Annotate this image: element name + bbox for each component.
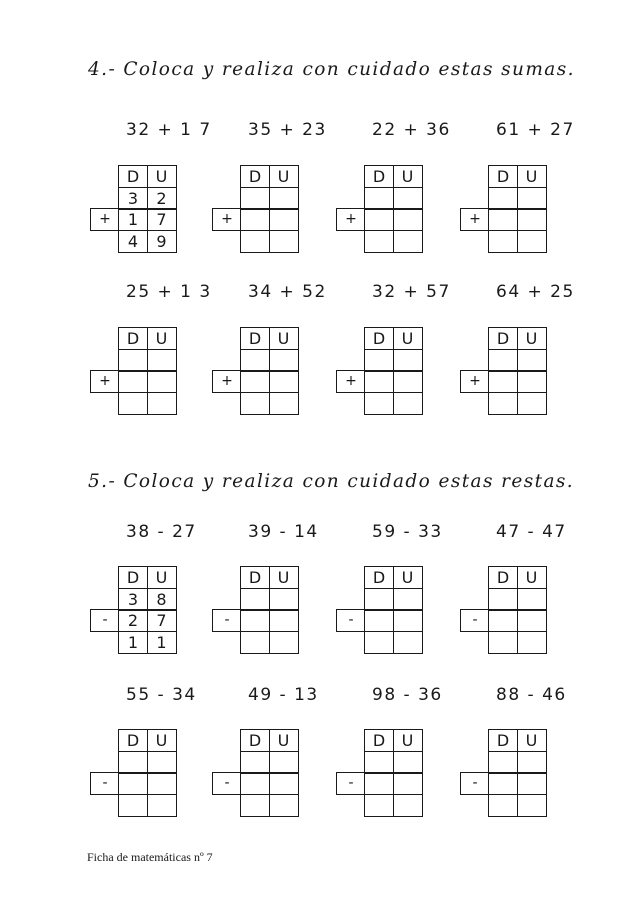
digit-cell-bottom-tens[interactable] bbox=[240, 609, 270, 632]
digit-cell-bottom-tens[interactable] bbox=[488, 609, 518, 632]
digit-cell-top-units[interactable] bbox=[393, 588, 423, 611]
digit-cell-top-tens[interactable]: 3 bbox=[118, 588, 148, 611]
header-u: U bbox=[269, 327, 299, 350]
header-u: U bbox=[517, 566, 547, 589]
digit-cell-bottom-tens[interactable] bbox=[118, 370, 148, 393]
digit-cell-result-units[interactable] bbox=[517, 631, 547, 654]
digit-cell-result-units[interactable] bbox=[393, 794, 423, 817]
digit-cell-top-tens[interactable] bbox=[240, 187, 270, 210]
footer-text: Ficha de matemáticas nº 7 bbox=[87, 850, 213, 864]
digit-cell-bottom-tens[interactable] bbox=[364, 208, 394, 231]
header-u: U bbox=[517, 729, 547, 752]
digit-cell-bottom-units[interactable] bbox=[269, 370, 299, 393]
header-u: U bbox=[393, 566, 423, 589]
digit-cell-result-tens[interactable] bbox=[364, 794, 394, 817]
operator-sign: + bbox=[460, 208, 490, 231]
header-d: D bbox=[240, 729, 270, 752]
exercise-expression: 47 - 47 bbox=[496, 522, 567, 542]
header-d: D bbox=[364, 327, 394, 350]
digit-cell-bottom-tens[interactable]: 1 bbox=[118, 208, 148, 231]
operator-sign: + bbox=[90, 208, 120, 231]
exercise-expression: 61 + 27 bbox=[496, 120, 575, 140]
digit-cell-top-units[interactable] bbox=[269, 349, 299, 372]
digit-cell-bottom-tens[interactable] bbox=[364, 772, 394, 795]
operator-sign: + bbox=[212, 208, 242, 231]
exercise-expression: 35 + 23 bbox=[248, 120, 327, 140]
digit-cell-bottom-units[interactable] bbox=[517, 609, 547, 632]
header-d: D bbox=[118, 729, 148, 752]
digit-cell-top-tens[interactable] bbox=[364, 187, 394, 210]
header-u: U bbox=[147, 729, 177, 752]
digit-cell-top-units[interactable] bbox=[147, 751, 177, 774]
header-d: D bbox=[118, 165, 148, 188]
exercise-expression: 64 + 25 bbox=[496, 282, 575, 302]
digit-cell-bottom-units[interactable]: 7 bbox=[147, 609, 177, 632]
operator-sign: + bbox=[460, 370, 490, 393]
header-u: U bbox=[393, 165, 423, 188]
operator-sign: + bbox=[212, 370, 242, 393]
digit-cell-bottom-tens[interactable] bbox=[488, 208, 518, 231]
header-d: D bbox=[364, 165, 394, 188]
digit-cell-result-tens[interactable]: 4 bbox=[118, 230, 148, 253]
digit-cell-top-tens[interactable] bbox=[488, 187, 518, 210]
exercise-expression: 49 - 13 bbox=[248, 685, 319, 705]
digit-cell-result-tens[interactable] bbox=[118, 392, 148, 415]
operator-sign: + bbox=[90, 370, 120, 393]
digit-cell-bottom-tens[interactable] bbox=[364, 609, 394, 632]
digit-cell-bottom-tens[interactable]: 2 bbox=[118, 609, 148, 632]
digit-cell-top-units[interactable] bbox=[269, 588, 299, 611]
digit-cell-result-tens[interactable] bbox=[240, 392, 270, 415]
digit-cell-result-tens[interactable] bbox=[364, 230, 394, 253]
header-d: D bbox=[240, 566, 270, 589]
digit-cell-top-units[interactable] bbox=[517, 751, 547, 774]
header-d: D bbox=[118, 327, 148, 350]
digit-cell-result-tens[interactable] bbox=[240, 794, 270, 817]
header-d: D bbox=[118, 566, 148, 589]
digit-cell-top-units[interactable] bbox=[517, 187, 547, 210]
digit-cell-top-units[interactable] bbox=[269, 751, 299, 774]
operator-sign: - bbox=[212, 772, 242, 795]
operator-sign: - bbox=[336, 609, 366, 632]
digit-cell-top-tens[interactable] bbox=[118, 751, 148, 774]
exercise-expression: 88 - 46 bbox=[496, 685, 567, 705]
digit-cell-result-tens[interactable] bbox=[488, 230, 518, 253]
digit-cell-top-tens[interactable] bbox=[488, 751, 518, 774]
digit-cell-top-units[interactable]: 2 bbox=[147, 187, 177, 210]
exercise-expression: 22 + 36 bbox=[372, 120, 451, 140]
digit-cell-bottom-units[interactable] bbox=[269, 208, 299, 231]
digit-cell-bottom-tens[interactable] bbox=[488, 370, 518, 393]
digit-cell-result-units[interactable] bbox=[147, 794, 177, 817]
exercise-expression: 59 - 33 bbox=[372, 522, 443, 542]
header-d: D bbox=[240, 165, 270, 188]
digit-cell-result-units[interactable] bbox=[393, 230, 423, 253]
digit-cell-result-units[interactable]: 9 bbox=[147, 230, 177, 253]
digit-cell-result-tens[interactable] bbox=[488, 631, 518, 654]
digit-cell-bottom-units[interactable] bbox=[517, 772, 547, 795]
digit-cell-bottom-units[interactable] bbox=[393, 208, 423, 231]
header-u: U bbox=[269, 729, 299, 752]
operator-sign: + bbox=[336, 208, 366, 231]
digit-cell-top-units[interactable] bbox=[517, 349, 547, 372]
exercise-expression: 25 + 1 3 bbox=[126, 282, 212, 302]
digit-cell-bottom-tens[interactable] bbox=[240, 370, 270, 393]
digit-cell-top-tens[interactable] bbox=[240, 588, 270, 611]
digit-cell-result-tens[interactable] bbox=[488, 794, 518, 817]
header-u: U bbox=[147, 566, 177, 589]
digit-cell-top-units[interactable]: 8 bbox=[147, 588, 177, 611]
digit-cell-result-units[interactable] bbox=[517, 392, 547, 415]
digit-cell-bottom-units[interactable]: 7 bbox=[147, 208, 177, 231]
header-u: U bbox=[269, 566, 299, 589]
header-d: D bbox=[364, 566, 394, 589]
digit-cell-top-units[interactable] bbox=[269, 187, 299, 210]
section-title-restas: 5.- Coloca y realiza con cuidado estas restas. bbox=[88, 471, 575, 492]
digit-cell-result-tens[interactable] bbox=[488, 392, 518, 415]
digit-cell-result-units[interactable] bbox=[269, 794, 299, 817]
digit-cell-bottom-tens[interactable] bbox=[488, 772, 518, 795]
digit-cell-bottom-units[interactable] bbox=[269, 772, 299, 795]
header-u: U bbox=[517, 165, 547, 188]
digit-cell-bottom-units[interactable] bbox=[393, 609, 423, 632]
exercise-expression: 32 + 1 7 bbox=[126, 120, 212, 140]
operator-sign: - bbox=[460, 609, 490, 632]
digit-cell-bottom-units[interactable] bbox=[393, 772, 423, 795]
header-d: D bbox=[364, 729, 394, 752]
digit-cell-result-tens[interactable] bbox=[364, 392, 394, 415]
exercise-expression: 39 - 14 bbox=[248, 522, 319, 542]
header-u: U bbox=[393, 729, 423, 752]
digit-cell-result-units[interactable] bbox=[147, 392, 177, 415]
digit-cell-result-tens[interactable] bbox=[118, 794, 148, 817]
digit-cell-result-units[interactable] bbox=[269, 392, 299, 415]
digit-cell-top-tens[interactable] bbox=[364, 588, 394, 611]
digit-cell-top-tens[interactable] bbox=[488, 588, 518, 611]
digit-cell-result-units[interactable] bbox=[269, 230, 299, 253]
digit-cell-result-tens[interactable] bbox=[364, 631, 394, 654]
exercise-expression: 55 - 34 bbox=[126, 685, 197, 705]
digit-cell-result-units[interactable]: 1 bbox=[147, 631, 177, 654]
header-d: D bbox=[488, 729, 518, 752]
digit-cell-top-tens[interactable] bbox=[240, 349, 270, 372]
digit-cell-result-tens[interactable]: 1 bbox=[118, 631, 148, 654]
digit-cell-top-units[interactable] bbox=[517, 588, 547, 611]
operator-sign: + bbox=[336, 370, 366, 393]
header-d: D bbox=[488, 327, 518, 350]
digit-cell-top-units[interactable] bbox=[147, 349, 177, 372]
operator-sign: - bbox=[460, 772, 490, 795]
exercise-expression: 38 - 27 bbox=[126, 522, 197, 542]
header-d: D bbox=[488, 165, 518, 188]
header-u: U bbox=[393, 327, 423, 350]
header-u: U bbox=[517, 327, 547, 350]
exercise-expression: 34 + 52 bbox=[248, 282, 327, 302]
digit-cell-bottom-tens[interactable] bbox=[240, 208, 270, 231]
digit-cell-result-units[interactable] bbox=[393, 392, 423, 415]
digit-cell-bottom-units[interactable] bbox=[517, 370, 547, 393]
digit-cell-bottom-units[interactable] bbox=[269, 609, 299, 632]
digit-cell-result-units[interactable] bbox=[517, 794, 547, 817]
digit-cell-result-tens[interactable] bbox=[240, 631, 270, 654]
operator-sign: - bbox=[336, 772, 366, 795]
digit-cell-bottom-units[interactable] bbox=[393, 370, 423, 393]
digit-cell-top-units[interactable] bbox=[393, 187, 423, 210]
exercise-expression: 32 + 57 bbox=[372, 282, 451, 302]
digit-cell-result-units[interactable] bbox=[393, 631, 423, 654]
digit-cell-top-tens[interactable] bbox=[488, 349, 518, 372]
digit-cell-top-tens[interactable] bbox=[364, 751, 394, 774]
digit-cell-bottom-tens[interactable] bbox=[364, 370, 394, 393]
section-title-sumas: 4.- Coloca y realiza con cuidado estas sumas. bbox=[88, 59, 575, 80]
digit-cell-bottom-units[interactable] bbox=[517, 208, 547, 231]
exercise-expression: 98 - 36 bbox=[372, 685, 443, 705]
digit-cell-top-units[interactable] bbox=[393, 751, 423, 774]
header-u: U bbox=[147, 165, 177, 188]
digit-cell-bottom-tens[interactable] bbox=[118, 772, 148, 795]
header-d: D bbox=[240, 327, 270, 350]
operator-sign: - bbox=[90, 609, 120, 632]
digit-cell-top-units[interactable] bbox=[393, 349, 423, 372]
header-d: D bbox=[488, 566, 518, 589]
operator-sign: - bbox=[212, 609, 242, 632]
digit-cell-result-units[interactable] bbox=[269, 631, 299, 654]
digit-cell-top-tens[interactable]: 3 bbox=[118, 187, 148, 210]
digit-cell-bottom-units[interactable] bbox=[147, 370, 177, 393]
header-u: U bbox=[269, 165, 299, 188]
operator-sign: - bbox=[90, 772, 120, 795]
digit-cell-result-units[interactable] bbox=[517, 230, 547, 253]
digit-cell-top-tens[interactable] bbox=[240, 751, 270, 774]
digit-cell-bottom-units[interactable] bbox=[147, 772, 177, 795]
digit-cell-top-tens[interactable] bbox=[118, 349, 148, 372]
digit-cell-top-tens[interactable] bbox=[364, 349, 394, 372]
digit-cell-result-tens[interactable] bbox=[240, 230, 270, 253]
digit-cell-bottom-tens[interactable] bbox=[240, 772, 270, 795]
header-u: U bbox=[147, 327, 177, 350]
